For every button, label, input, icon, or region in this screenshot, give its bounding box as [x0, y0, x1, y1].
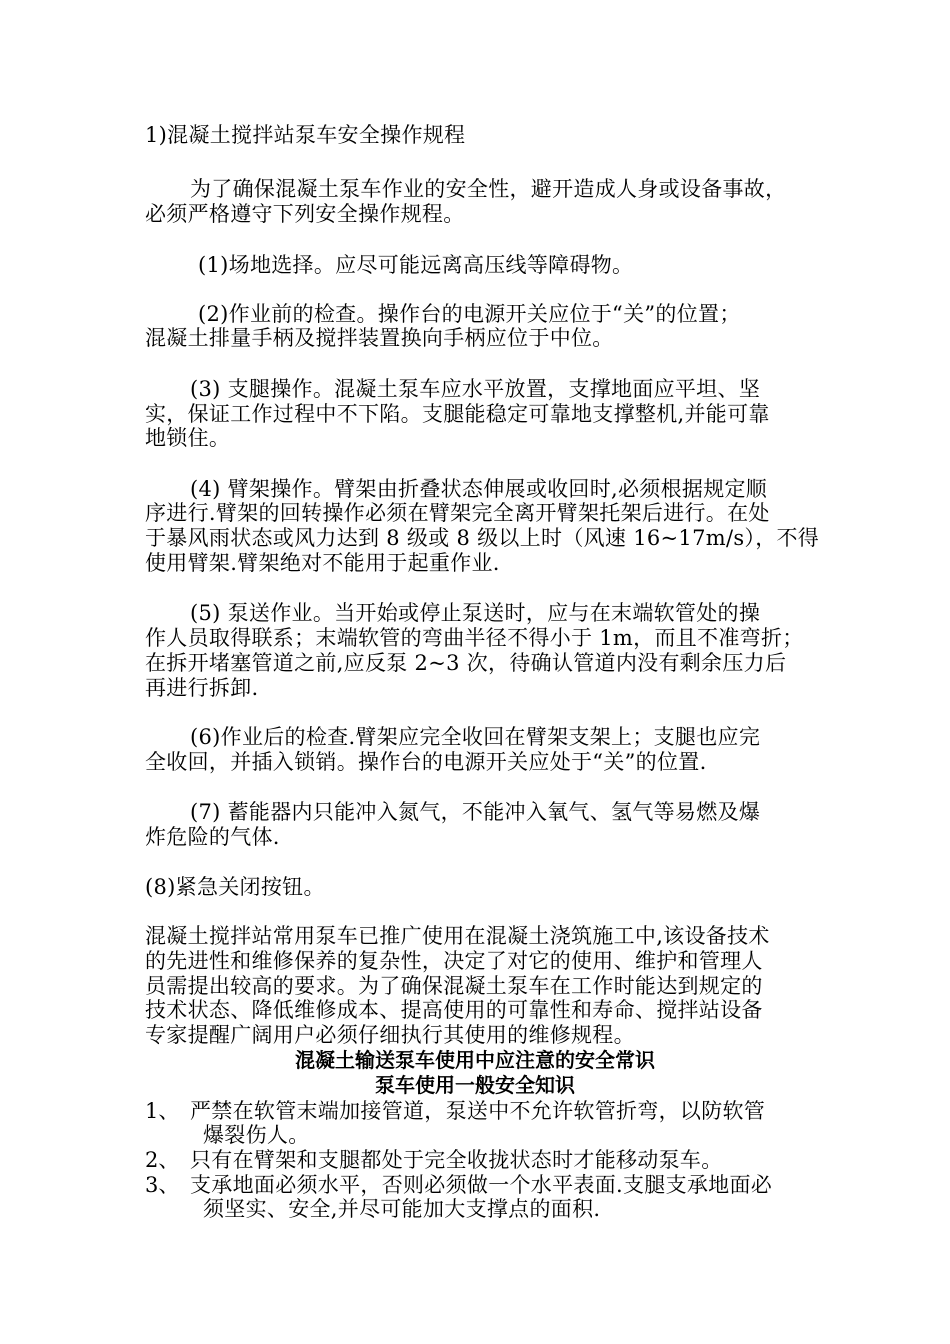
paragraph-line: 再进行拆卸. — [145, 676, 259, 700]
list-item-text: 严禁在软管末端加接管道，泵送中不允许软管折弯，以防软管 — [190, 1099, 766, 1123]
paragraph-line: (2)作业前的检查。操作台的电源开关应位于“关”的位置； — [198, 302, 741, 326]
paragraph-line: (8)紧急关闭按钮。 — [145, 875, 325, 899]
list-item-text: 须坚实、安全,并尽可能加大支撑点的面积. — [203, 1197, 601, 1221]
section-heading: 混凝土输送泵车使用中应注意的安全常识 — [295, 1048, 655, 1072]
list-item-number: 3、 — [145, 1173, 180, 1197]
paragraph-line: 员需提出较高的要求。为了确保混凝土泵车在工作时能达到规定的 — [145, 974, 763, 998]
paragraph-line: (5) 泵送作业。当开始或停止泵送时，应与在末端软管处的操 — [190, 601, 761, 625]
paragraph-line: 在拆开堵塞管道之前,应反泵 2~3 次，待确认管道内没有剩余压力后 — [145, 651, 787, 675]
list-item-number: 2、 — [145, 1148, 180, 1172]
paragraph-line: 炸危险的气体. — [145, 825, 280, 849]
paragraph-line: 地锁住。 — [145, 426, 231, 450]
paragraph-line: 作人员取得联系；末端软管的弯曲半径不得小于 1m，而且不准弯折； — [145, 626, 804, 650]
paragraph-line: 实，保证工作过程中不下陷。支腿能稳定可靠地支撑整机,并能可靠 — [145, 402, 770, 426]
paragraph-line: (1)场地选择。应尽可能远离高压线等障碍物。 — [198, 253, 634, 277]
list-item-text: 支承地面必须水平，否则必须做一个水平表面.支腿支承地面必 — [190, 1173, 773, 1197]
paragraph-line: 全收回，并插入锁销。操作台的电源开关应处于“关”的位置. — [145, 750, 707, 774]
paragraph-line: (3) 支腿操作。混凝土泵车应水平放置，支撑地面应平坦、坚 — [190, 377, 761, 401]
paragraph-line: 混凝土搅拌站常用泵车已推广使用在混凝土浇筑施工中,该设备技术 — [145, 924, 770, 948]
paragraph-line: 为了确保混凝土泵车作业的安全性，避开造成人身或设备事故， — [190, 177, 787, 201]
paragraph-line: (7) 蓄能器内只能冲入氮气，不能冲入氧气、氢气等易燃及爆 — [190, 800, 761, 824]
paragraph-line: (6)作业后的检查.臂架应完全收回在臂架支架上；支腿也应完 — [190, 725, 761, 749]
paragraph-line: 序进行.臂架的回转操作必须在臂架完全离开臂架托架后进行。在处 — [145, 501, 770, 525]
paragraph-line: 专家提醒广阔用户必须仔细执行其使用的维修规程。 — [145, 1023, 635, 1047]
section-subheading: 泵车使用一般安全知识 — [375, 1073, 575, 1097]
list-item-text: 爆裂伤人。 — [203, 1123, 310, 1147]
paragraph-line: (4) 臂架操作。臂架由折叠状态伸展或收回时,必须根据规定顺 — [190, 477, 768, 501]
paragraph-line: 必须严格遵守下列安全操作规程。 — [145, 202, 465, 226]
document-title: 1)混凝土搅拌站泵车安全操作规程 — [145, 123, 466, 147]
paragraph-line: 的先进性和维修保养的复杂性，决定了对它的使用、维护和管理人 — [145, 949, 763, 973]
paragraph-line: 于暴风雨状态或风力达到 8 级或 8 级以上时（风速 16~17m/s），不得 — [145, 526, 820, 550]
paragraph-line: 混凝土排量手柄及搅拌装置换向手柄应位于中位。 — [145, 326, 614, 350]
list-item-number: 1、 — [145, 1099, 180, 1123]
paragraph-line: 技术状态、降低维修成本、提高使用的可靠性和寿命、搅拌站设备 — [145, 998, 763, 1022]
paragraph-line: 使用臂架.臂架绝对不能用于起重作业. — [145, 551, 500, 575]
list-item-text: 只有在臂架和支腿都处于完全收拢状态时才能移动泵车。 — [190, 1148, 723, 1172]
